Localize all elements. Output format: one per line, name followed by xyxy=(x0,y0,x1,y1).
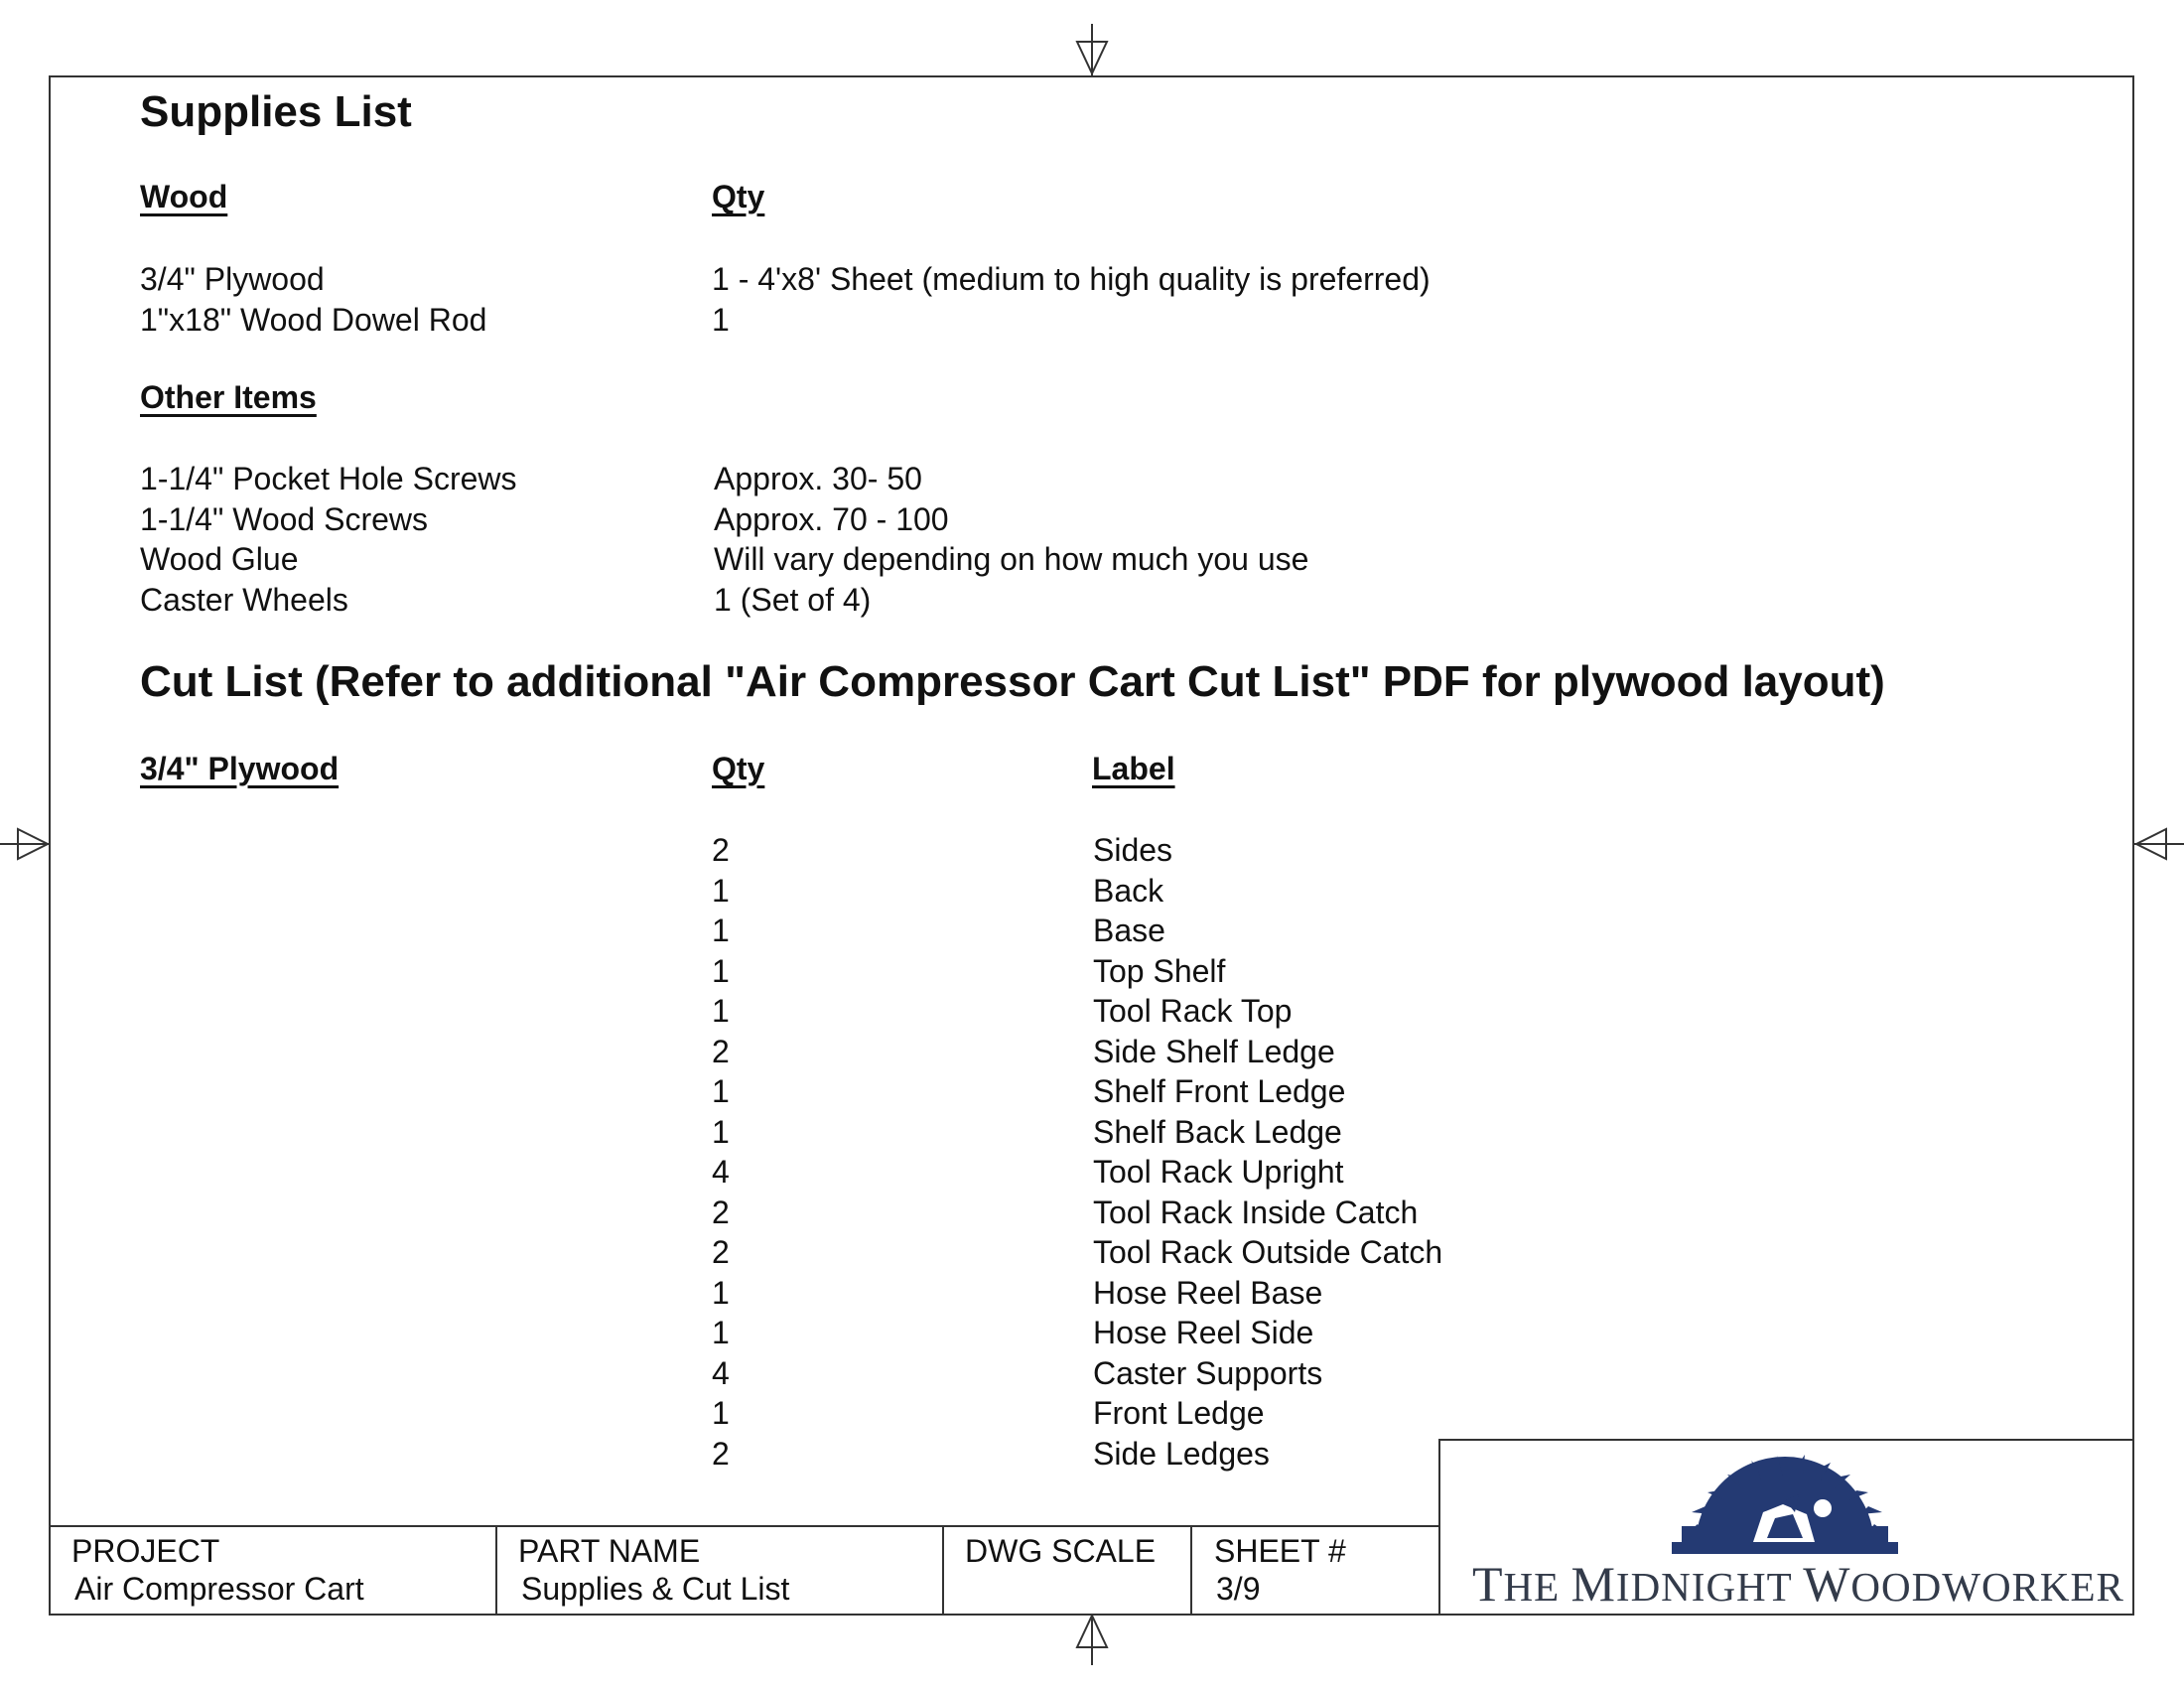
list-item: Approx. 30- 50 xyxy=(714,461,922,496)
wood-qty-header: Qty xyxy=(712,179,765,214)
list-item: Caster Wheels xyxy=(140,581,348,618)
table-cell-qty: 1 xyxy=(712,993,730,1029)
part-name-value: Supplies & Cut List xyxy=(521,1571,790,1607)
title-block-top-border xyxy=(49,1525,1439,1527)
logo-wordmark: THE MIDNIGHT WOODWORKER xyxy=(1472,1556,2124,1612)
table-cell-qty: 1 xyxy=(712,872,730,909)
cut-list-title: Cut List (Refer to additional "Air Compressor Cart Cut List" PDF for plywood layout) xyxy=(140,657,1885,706)
part-name-label: PART NAME xyxy=(518,1533,701,1569)
table-cell-label: Caster Supports xyxy=(1093,1354,1323,1391)
list-item: 1-1/4" Wood Screws xyxy=(140,500,428,537)
title-block-divider-1 xyxy=(495,1525,497,1616)
list-item: 3/4" Plywood xyxy=(140,261,325,297)
saw-blade-logo-icon xyxy=(1668,1455,1902,1556)
cut-material-header: 3/4" Plywood xyxy=(140,751,340,786)
table-cell-qty: 2 xyxy=(712,1234,730,1270)
other-items-header: Other Items xyxy=(140,379,317,415)
table-cell-qty: 2 xyxy=(712,1033,730,1069)
title-block-divider-3 xyxy=(1190,1525,1192,1616)
table-cell-qty: 1 xyxy=(712,1073,730,1109)
table-cell-qty: 1 xyxy=(712,1395,730,1431)
list-item: 1 xyxy=(712,301,730,338)
table-cell-qty: 2 xyxy=(712,832,730,868)
table-cell-label: Tool Rack Inside Catch xyxy=(1093,1194,1419,1230)
right-center-marker-icon xyxy=(2134,827,2184,861)
table-cell-qty: 2 xyxy=(712,1435,730,1472)
list-item: Will vary depending on how much you use xyxy=(714,541,1309,577)
other-item-qtys xyxy=(714,459,1308,620)
top-center-marker-icon xyxy=(1075,24,1109,75)
table-cell-label: Sides xyxy=(1093,832,1173,868)
table-cell-qty: 1 xyxy=(712,913,730,948)
cut-label-header: Label xyxy=(1092,751,1175,786)
table-cell-label: Tool Rack Upright xyxy=(1093,1154,1344,1190)
table-cell-qty: 1 xyxy=(712,1274,730,1311)
dwg-scale-label: DWG SCALE xyxy=(965,1533,1157,1569)
table-cell-qty: 1 xyxy=(712,1113,730,1150)
table-cell-label: Shelf Front Ledge xyxy=(1093,1073,1346,1109)
cut-label-column xyxy=(1093,830,1442,1474)
supplies-title: Supplies List xyxy=(140,87,412,136)
list-item: Wood Glue xyxy=(140,541,299,577)
list-item: Approx. 70 - 100 xyxy=(714,500,949,537)
table-cell-label: Tool Rack Top xyxy=(1093,993,1293,1029)
logo-box-left-border xyxy=(1438,1439,1440,1616)
table-cell-label: Hose Reel Side xyxy=(1093,1315,1314,1350)
other-item-names xyxy=(140,459,517,620)
wood-item-names xyxy=(140,259,486,340)
table-cell-qty: 2 xyxy=(712,1194,730,1230)
list-item: 1"x18" Wood Dowel Rod xyxy=(140,301,487,338)
table-cell-qty: 1 xyxy=(712,1315,730,1350)
cut-qty-header: Qty xyxy=(712,751,765,786)
sheet-number-label: SHEET # xyxy=(1214,1533,1346,1569)
table-cell-qty: 4 xyxy=(712,1354,730,1391)
table-cell-label: Hose Reel Base xyxy=(1093,1274,1323,1311)
cut-qty-column xyxy=(712,830,730,1474)
table-cell-label: Front Ledge xyxy=(1093,1395,1265,1431)
table-cell-label: Shelf Back Ledge xyxy=(1093,1113,1342,1150)
list-item: 1 (Set of 4) xyxy=(714,581,872,618)
left-center-marker-icon xyxy=(0,827,50,861)
list-item: 1-1/4" Pocket Hole Screws xyxy=(140,461,517,496)
title-block-divider-2 xyxy=(942,1525,944,1616)
wood-header: Wood xyxy=(140,179,228,214)
bottom-center-marker-icon xyxy=(1075,1614,1109,1665)
table-cell-label: Top Shelf xyxy=(1093,952,1226,989)
wood-item-qtys xyxy=(712,259,1431,340)
project-value: Air Compressor Cart xyxy=(74,1571,364,1607)
list-item: 1 - 4'x8' Sheet (medium to high quality is preferred) xyxy=(712,261,1431,297)
table-cell-label: Base xyxy=(1093,913,1165,948)
table-cell-label: Side Shelf Ledge xyxy=(1093,1033,1335,1069)
table-cell-label: Tool Rack Outside Catch xyxy=(1093,1234,1443,1270)
table-cell-label: Side Ledges xyxy=(1093,1435,1270,1472)
project-label: PROJECT xyxy=(71,1533,220,1569)
logo-box-top-border xyxy=(1438,1439,2134,1441)
table-cell-qty: 1 xyxy=(712,952,730,989)
table-cell-label: Back xyxy=(1093,872,1164,909)
sheet-number-value: 3/9 xyxy=(1216,1571,1261,1607)
table-cell-qty: 4 xyxy=(712,1154,730,1190)
